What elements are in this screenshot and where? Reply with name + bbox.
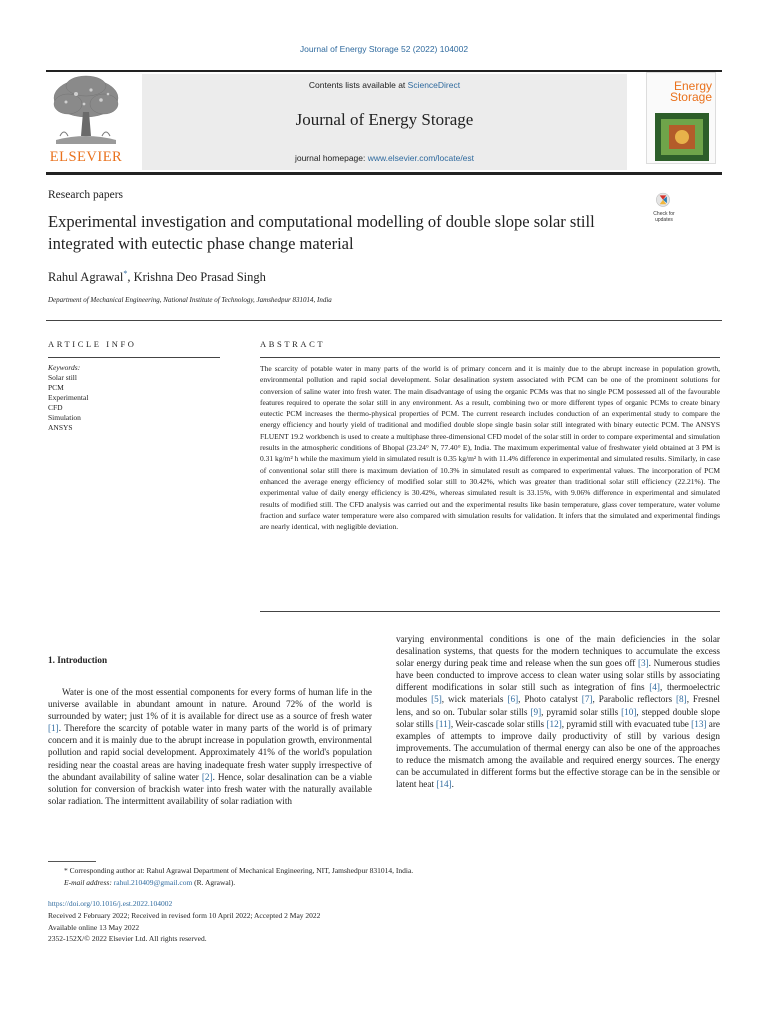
- intro-paragraph: [48, 686, 372, 807]
- journal-title: Journal of Energy Storage: [295, 110, 474, 129]
- body-text: , stepped double slope solar stills: [396, 706, 720, 729]
- homepage-line: [142, 153, 627, 163]
- author-separator: ,: [127, 270, 134, 285]
- citation-link[interactable]: [4]: [649, 682, 660, 693]
- citation-link[interactable]: [1]: [48, 723, 59, 734]
- citation-link[interactable]: [8]: [675, 694, 687, 705]
- email-label: E-mail address:: [64, 878, 114, 887]
- elsevier-wordmark: ELSEVIER: [49, 149, 123, 165]
- publication-info: [48, 898, 320, 945]
- body-text: . Numerous studies have been conducted to improve access to clean water using solar stills by associating different modifications in solar still such as integration of fins: [396, 658, 721, 693]
- article-info-heading: ARTICLE INFO: [48, 339, 137, 349]
- masthead-rule-bottom: [46, 172, 722, 175]
- body-text: . Therefore the scarcity of potable water in many parts of the world is of primary concern and it is mainly due to the abrupt increase in population growth, environmental pollution and rapid social development. Approximately 41% of the world's population residing near the coastal areas are having inadequate fresh water supply irrespective of the abundant availability of saline water: [48, 723, 372, 782]
- homepage-link[interactable]: www.elsevier.com/locate/est: [367, 153, 475, 163]
- author-list: [48, 269, 266, 285]
- paper-title: Experimental investigation and computational modelling of double slope solar still integrated with eutectic phase change material: [48, 212, 595, 253]
- keyword-item: PCM: [48, 383, 64, 392]
- journal-cover[interactable]: [646, 72, 716, 164]
- footnote-rule: [48, 861, 96, 862]
- author-name[interactable]: Rahul Agrawal: [48, 270, 124, 285]
- citation-link[interactable]: [10]: [621, 706, 637, 717]
- email-suffix: (R. Agrawal).: [192, 878, 236, 887]
- footnotes: [48, 865, 718, 889]
- intro-paragraph-continued: [396, 633, 720, 790]
- cover-title: [670, 81, 712, 103]
- cover-image: [655, 113, 709, 161]
- citation-link[interactable]: [5]: [431, 694, 442, 705]
- citation-link[interactable]: [11]: [435, 718, 451, 729]
- corresponding-author-note: * Corresponding author at: Rahul Agrawal Department of Mechanical Engineering, NIT, Jamshedpur 831014, India.: [64, 866, 414, 875]
- body-text: are examples of attempts to improve daily productivity of still by various design improvements. The accumulation of thermal energy can also be one of the approaches to reduce the mismatch among the available and required energy sources. The energy can be accumulated in different forms but the effective storage can be in the sensible or latent heat: [396, 718, 721, 790]
- sciencedirect-link[interactable]: ScienceDirect: [407, 80, 461, 90]
- section-divider: [46, 320, 722, 321]
- body-column-right: [396, 633, 720, 790]
- abstract-rule: [260, 357, 720, 358]
- citation-link[interactable]: [12]: [546, 718, 562, 729]
- citation-link[interactable]: [9]: [530, 706, 542, 717]
- author-name[interactable]: Krishna Deo Prasad Singh: [133, 270, 266, 285]
- body-column-left: [48, 686, 372, 807]
- body-text: , Photo catalyst: [518, 694, 582, 705]
- body-text: , pyramid solar stills: [541, 706, 622, 717]
- homepage-label: journal homepage:: [294, 153, 368, 163]
- crossmark-icon[interactable]: [650, 192, 676, 212]
- keywords-block: [48, 363, 88, 433]
- received-dates: Received 2 February 2022; Received in revised form 10 April 2022; Accepted 2 May 2022: [48, 910, 321, 920]
- keyword-item: Simulation: [48, 413, 81, 422]
- cover-title-line1: Energy: [673, 79, 712, 93]
- contents-prefix: Contents lists available at: [308, 80, 408, 90]
- keywords-label: Keywords:: [48, 363, 81, 372]
- affiliation: Department of Mechanical Engineering, National Institute of Technology, Jamshedpur 831014, India: [48, 296, 332, 304]
- body-text: , pyramid still with evacuated tube: [561, 718, 692, 729]
- corresponding-author-mark[interactable]: *: [123, 269, 128, 278]
- body-text: , Parabolic reflectors: [592, 694, 676, 705]
- journal-citation-link[interactable]: Journal of Energy Storage 52 (2022) 104002: [299, 44, 469, 54]
- abstract-rule-bottom: [260, 611, 720, 612]
- keyword-item: CFD: [48, 403, 63, 412]
- email-line: [48, 877, 718, 889]
- elsevier-tree-logo: [46, 74, 126, 148]
- citation-link[interactable]: [6]: [507, 694, 519, 705]
- body-text: varying environmental conditions is one of the main deficiencies in the solar desalination systems, that quests for the modern techniques to accumulate the excess solar energy during peak time and release when the sun goes off: [396, 634, 720, 669]
- masthead: [46, 72, 722, 172]
- citation-link[interactable]: [3]: [637, 658, 649, 669]
- article-info-rule: [48, 357, 220, 358]
- keyword-item: ANSYS: [48, 423, 73, 432]
- citation-link[interactable]: [2]: [201, 771, 213, 782]
- keyword-item: Solar still: [48, 373, 77, 382]
- abstract-text: The scarcity of potable water in many parts of the world is of primary concern and it is mainly due to the abrupt increase in population growth, environmental pollution and rapid social development. Solar desalination system associated with PCM can be one of the prominent solutions for conversion of saline water into fresh water. The main disadvantage of using the organic PCMs was that no single PCM possessed all of the favourable features required to operate the solar still in any environment. As a result, combining two or more different types of organic PCMs to create binary eutectic PCM increases the thermo-physical properties of PCM. The current research includes conduction of an experimental study to compare the energy efficiency and hourly yield of traditional and modified double slope single basin solar still integrated with binary eutectic PCM. The ANSYS FLUENT 19.2 workbench is used to create a multiphase three-dimensional CFD model of the solar still in order to compare experimental and simulation results in the atmospheric conditions of Bhopal (23.24° N, 77.40° E), India. The maximum experimental value of freshwater yield obtained at 3 PM is 0.31 kg/m² h while the maximum yield in simulated result is 0.35 kg/m² h with 11.4% difference in experimental and simulated results. Similarly, in case of conventional solar still there is maximum deviation of 10.3% in simulated result as compared to experimental values. The incorporation of PCM enhanced the average energy efficiency of modified solar still to 30.42%, which was greater than traditional solar still efficiency (22.21%). The experimental value of daily energy efficiency is 30.42%, whereas simulated result is 33.15%, with 9.06% difference in experimental and simulated results of modified still. The CFD analysis was carried out and the experimental results like basin temperature, glass cover temperature, water volume fraction and surface water temperature were also compared with simulation results for validation. It infers that the simulated and experimental findings are nearly identical, with negligible deviation.: [260, 364, 720, 532]
- copyright: 2352-152X/© 2022 Elsevier Ltd. All rights reserved.: [48, 934, 207, 944]
- body-text: , Weir-cascade solar stills: [450, 718, 547, 729]
- available-online: Available online 13 May 2022: [48, 922, 140, 932]
- doi-link[interactable]: https://doi.org/10.1016/j.est.2022.104002: [48, 899, 173, 908]
- crossmark-label: Check for updates: [653, 211, 675, 223]
- body-text: . Hence, solar desalination can be a viable solution for conversion of brackish water into fresh water with the naturally available solar radiation. The intermittent availability of solar radiation with: [48, 771, 372, 806]
- email-link[interactable]: rahul.210409@gmail.com: [113, 878, 193, 887]
- elsevier-logo[interactable]: [46, 72, 142, 170]
- keyword-item: Experimental: [48, 393, 89, 402]
- body-text: , Fresnel lens, and so on. Tubular solar stills: [396, 694, 720, 717]
- contents-line: [142, 80, 627, 90]
- body-text: .: [451, 779, 454, 790]
- cover-title-line2: Storage: [669, 90, 712, 104]
- citation-link[interactable]: [13]: [691, 718, 707, 729]
- section-heading-introduction: 1. Introduction: [48, 655, 108, 665]
- citation-link[interactable]: [14]: [436, 779, 452, 790]
- abstract-heading: ABSTRACT: [260, 339, 326, 349]
- body-text: , thermoelectric modules: [396, 682, 720, 705]
- body-text: , wick materials: [441, 694, 508, 705]
- citation-link[interactable]: [7]: [581, 694, 593, 705]
- body-text: Water is one of the most essential components for every forms of human life in the universe available in abundant amount in nature. Around 72% of the world is surrounded by water; just 1% of it is available for direct use as a source of fresh water: [48, 687, 372, 722]
- masthead-banner: [142, 74, 627, 170]
- section-type: Research papers: [48, 189, 124, 201]
